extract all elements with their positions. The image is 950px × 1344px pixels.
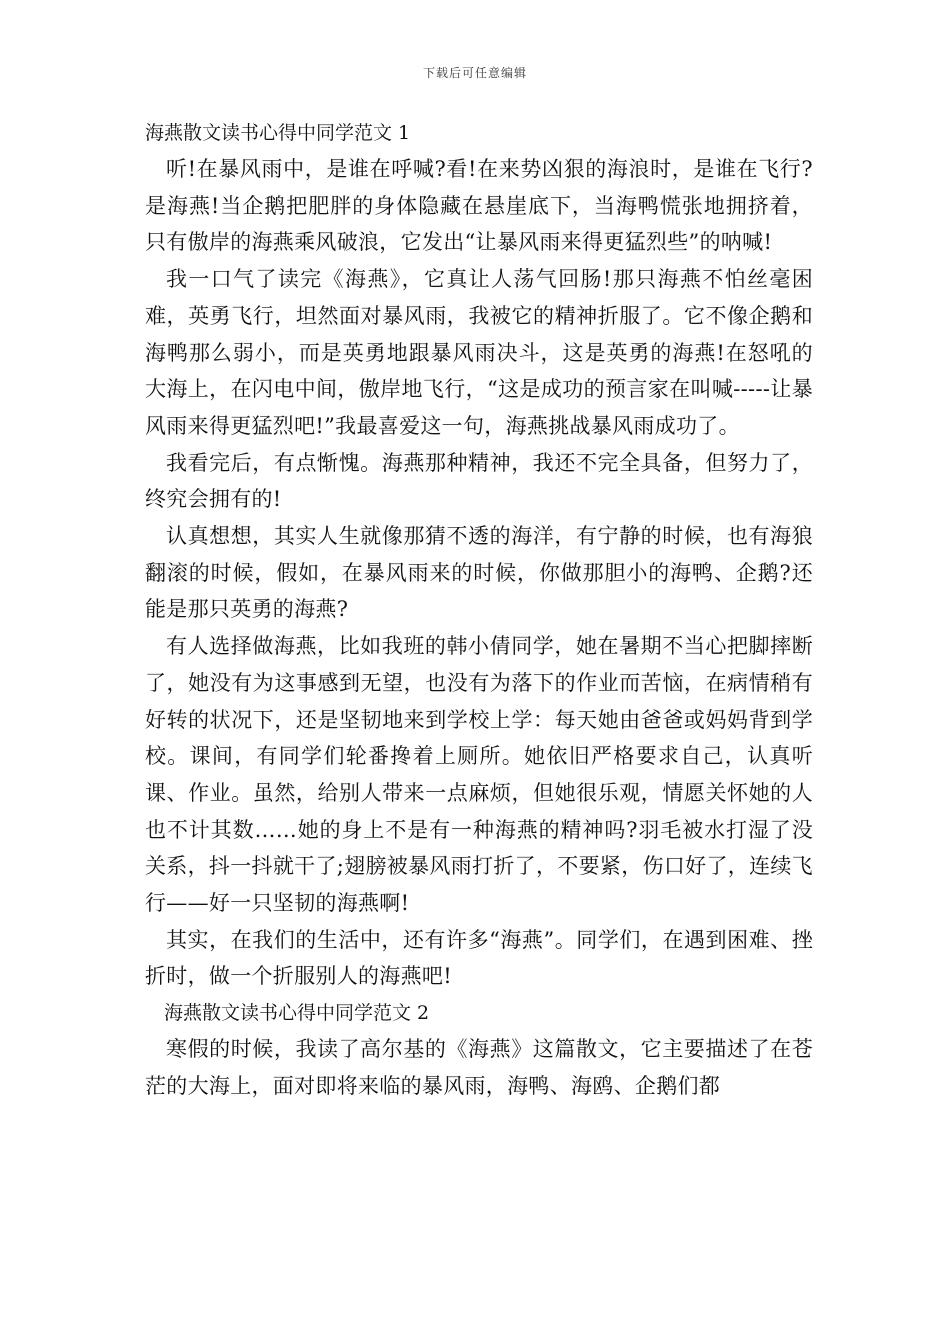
paragraph: 我一口气了读完《海燕》，它真让人荡气回肠!那只海燕不怕丝毫困难，英勇飞行，坦然面对暴风雨，我被它的精神折服了。它不像企鹅和海鸭那么弱小，而是英勇地跟暴风雨决斗，这是英勇的海燕!在怒吼的大海上，在闪电中间，傲岸地飞行，“这是成功的预言家在叫喊-----让暴风雨来得更猛烈吧!”我最喜爱这一句，海燕挑战暴风雨成功了。 [145, 267, 813, 438]
section-title: 海燕散文读书心得中同学范文 1 [145, 122, 411, 144]
paragraph: 听!在暴风雨中，是谁在呼喊?看!在来势凶狠的海浪时，是谁在飞行?是海燕!当企鹅把肥胖的身体隐藏在悬崖底下，当海鸭慌张地拥挤着，只有傲岸的海燕乘风破浪，它发出“让暴风雨来得更猛烈些”的呐喊! [145, 157, 813, 255]
paragraph: 寒假的时候，我读了高尔基的《海燕》这篇散文，它主要描述了在苍茫的大海上，面对即将来临的暴风雨，海鸭、海鸥、企鹅们都 [145, 1037, 813, 1098]
paragraph: 有人选择做海燕，比如我班的韩小倩同学，她在暑期不当心把脚摔断了，她没有为这事感到无望，也没有为落下的作业而苦恼，在病情稍有好转的状况下，还是坚韧地来到学校上学：每天她由爸爸或妈妈背到学校。课间，有同学们轮番搀着上厕所。她依旧严格要求自己，认真听课、作业。虽然，给别人带来一点麻烦，但她很乐观，情愿关怀她的人也不计其数……她的身上不是有一种海燕的精神吗?羽毛被水打湿了没关系，抖一抖就干了;翅膀被暴风雨打折了，不要紧，伤口好了，连续飞行——好一只坚韧的海燕啊! [145, 634, 813, 916]
document-body [145, 115, 813, 1105]
section-title: 海燕散文读书心得中同学范文 2 [164, 1002, 430, 1025]
paragraph: 其实，在我们的生活中，还有许多“海燕”。同学们，在遇到困难、挫折时，做一个折服别人的海燕吧! [145, 927, 813, 989]
paragraph: 认真想想，其实人生就像那猜不透的海洋，有宁静的时候，也有海狼翻滚的时候，假如，在暴风雨来的时候，你做那胆小的海鸭、企鹅?还能是那只英勇的海燕? [145, 524, 813, 622]
paragraph: 我看完后，有点惭愧。海燕那种精神，我还不完全具备，但努力了，终究会拥有的! [145, 450, 813, 512]
page-header: 下载后可任意编辑 [422, 66, 527, 80]
